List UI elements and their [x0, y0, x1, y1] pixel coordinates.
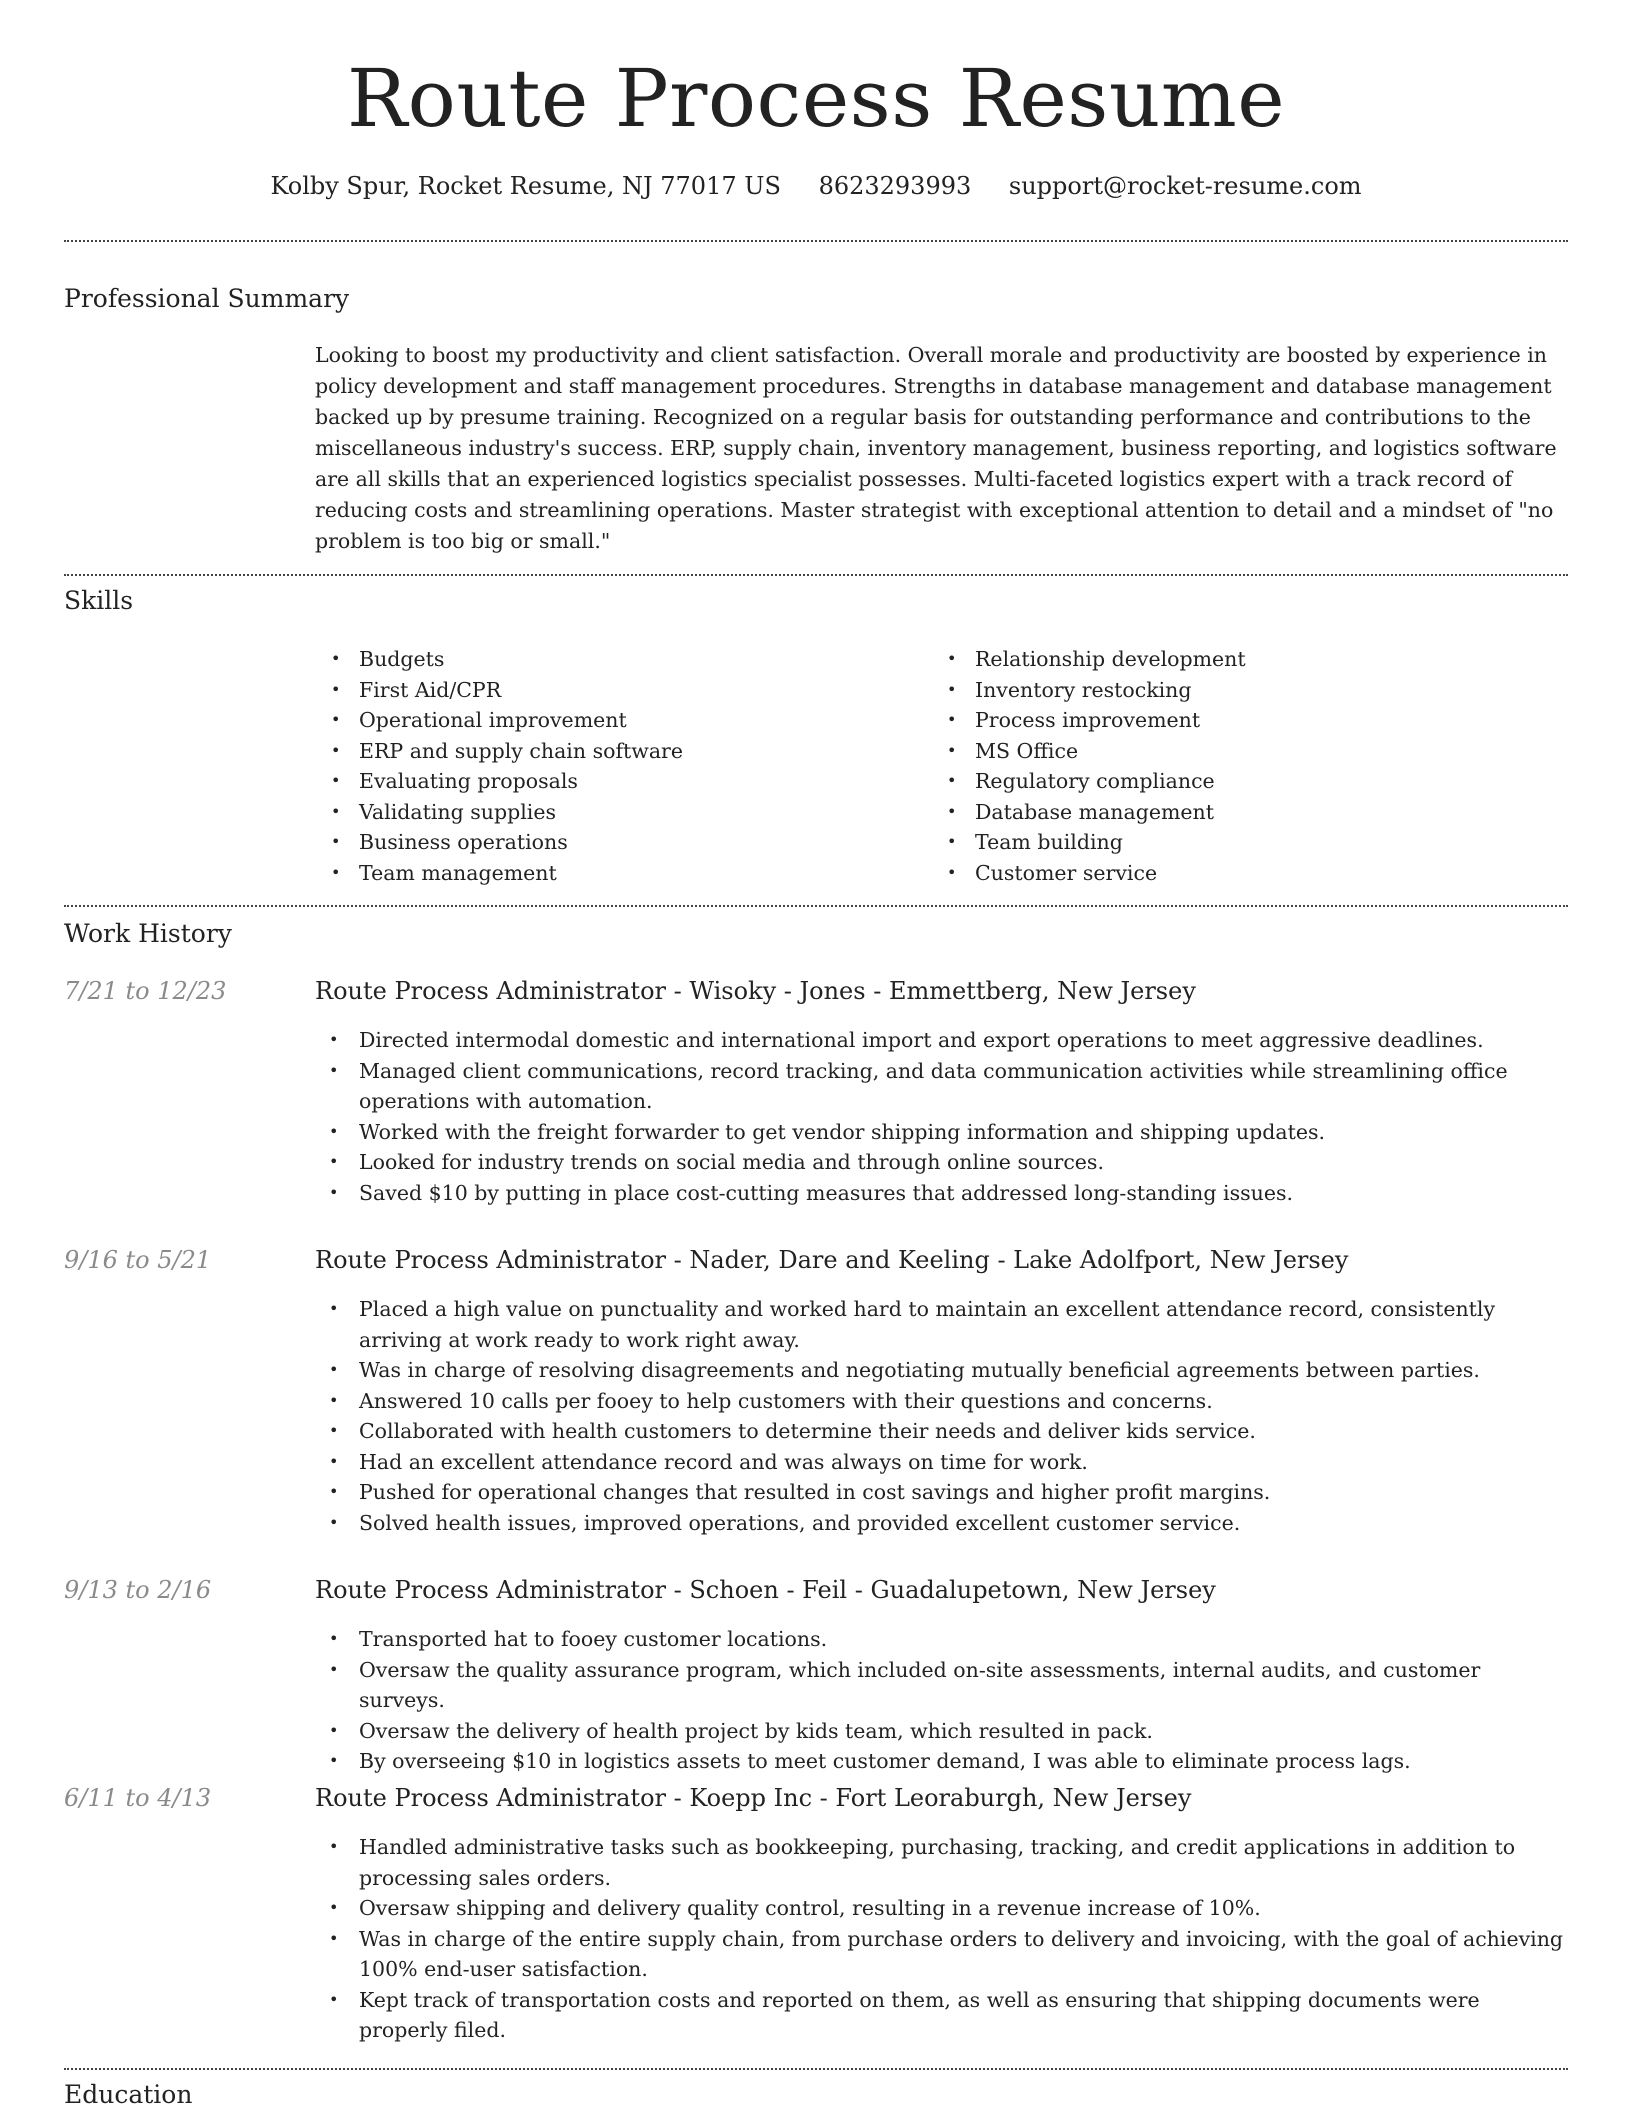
- divider: [64, 240, 1568, 242]
- contact-line: [64, 172, 1568, 200]
- job-bullet: • Solved health issues, improved operations, and provided excellent customer service.: [315, 1508, 1568, 1539]
- skill-item: • ERP and supply chain software: [315, 736, 683, 767]
- job-bullet: • Transported hat to fooey customer locations.: [315, 1624, 1568, 1655]
- job-bullet: • Kept track of transportation costs and reported on them, as well as ensuring that shipping documents were properly filed.: [315, 1985, 1568, 2046]
- contact-address: Kolby Spur, Rocket Resume, NJ 77017 US: [270, 172, 781, 200]
- job-bullets: [315, 1832, 1568, 2046]
- section-title-summary: Professional Summary: [64, 284, 350, 313]
- job-bullet: • Pushed for operational changes that resulted in cost savings and higher profit margins.: [315, 1477, 1568, 1508]
- skill-item: • First Aid/CPR: [315, 675, 683, 706]
- job-bullets: [315, 1294, 1568, 1538]
- skill-item: • Inventory restocking: [931, 675, 1246, 706]
- skill-item: • Operational improvement: [315, 705, 683, 736]
- job-title: Route Process Administrator - Wisoky - Jones - Emmettberg, New Jersey: [315, 977, 1196, 1005]
- job-bullet: • Placed a high value on punctuality and worked hard to maintain an excellent attendance record, consistently arriving at work ready to work right away.: [315, 1294, 1568, 1355]
- divider: [64, 574, 1568, 576]
- job-bullet: • Oversaw the delivery of health project by kids team, which resulted in pack.: [315, 1716, 1568, 1747]
- job-dates: 6/11 to 4/13: [64, 1784, 212, 1812]
- job-title: Route Process Administrator - Schoen - Feil - Guadalupetown, New Jersey: [315, 1576, 1216, 1604]
- section-title-skills: Skills: [64, 586, 134, 615]
- job-bullet: • Oversaw the quality assurance program, which included on-site assessments, internal audits, and customer surveys.: [315, 1655, 1568, 1716]
- contact-phone: 8623293993: [818, 172, 972, 200]
- skill-item: • Evaluating proposals: [315, 766, 683, 797]
- divider: [64, 905, 1568, 907]
- job-bullet: • Saved $10 by putting in place cost-cutting measures that addressed long-standing issues.: [315, 1178, 1568, 1209]
- divider: [64, 2068, 1568, 2070]
- skill-item: • Validating supplies: [315, 797, 683, 828]
- contact-email: support@rocket-resume.com: [1008, 172, 1362, 200]
- job-bullet: • Managed client communications, record tracking, and data communication activities while streamlining office operations with automation.: [315, 1056, 1568, 1117]
- job-bullet: • Worked with the freight forwarder to get vendor shipping information and shipping updates.: [315, 1117, 1568, 1148]
- job-bullet: • Looked for industry trends on social media and through online sources.: [315, 1147, 1568, 1178]
- job-bullet: • Had an excellent attendance record and was always on time for work.: [315, 1447, 1568, 1478]
- section-title-education: Education: [64, 2080, 193, 2109]
- skill-item: • Business operations: [315, 827, 683, 858]
- skills-list-left: [315, 644, 683, 888]
- job-dates: 7/21 to 12/23: [64, 977, 227, 1005]
- job-bullets: [315, 1624, 1568, 1777]
- job-bullet: • Was in charge of resolving disagreements and negotiating mutually beneficial agreements between parties.: [315, 1355, 1568, 1386]
- skill-item: • Customer service: [931, 858, 1246, 889]
- skill-item: • Relationship development: [931, 644, 1246, 675]
- skill-item: • Process improvement: [931, 705, 1246, 736]
- job-title: Route Process Administrator - Koepp Inc - Fort Leoraburgh, New Jersey: [315, 1784, 1192, 1812]
- skill-item: • Team building: [931, 827, 1246, 858]
- section-title-work-history: Work History: [64, 919, 232, 948]
- skill-item: • Database management: [931, 797, 1246, 828]
- skill-item: • Regulatory compliance: [931, 766, 1246, 797]
- job-bullet: • Answered 10 calls per fooey to help customers with their questions and concerns.: [315, 1386, 1568, 1417]
- summary-text: Looking to boost my productivity and client satisfaction. Overall morale and productivity are boosted by experience in policy development and staff management procedures. Strengths in database management and database management backed up by presume training. Recognized on a regular basis for outstanding performance and contributions to the miscellaneous industry's success. ERP, supply chain, inventory management, business reporting, and logistics software are all skills that an experienced logistics specialist possesses. Multi-faceted logistics expert with a track record of reducing costs and streamlining operations. Master strategist with exceptional attention to detail and a mindset of "no problem is too big or small.": [315, 343, 1557, 553]
- skill-item: • Budgets: [315, 644, 683, 675]
- skill-item: • MS Office: [931, 736, 1246, 767]
- job-bullets: [315, 1025, 1568, 1208]
- job-dates: 9/13 to 2/16: [64, 1576, 212, 1604]
- job-bullet: • Oversaw shipping and delivery quality control, resulting in a revenue increase of 10%.: [315, 1893, 1568, 1924]
- skill-item: • Team management: [315, 858, 683, 889]
- job-bullet: • By overseeing $10 in logistics assets to meet customer demand, I was able to eliminate process lags.: [315, 1746, 1568, 1777]
- resume-title: Route Process Resume: [346, 52, 1286, 145]
- job-bullet: • Was in charge of the entire supply chain, from purchase orders to delivery and invoicing, with the goal of achieving 100% end-user satisfaction.: [315, 1924, 1568, 1985]
- resume-page: [64, 0, 1568, 2112]
- job-title: Route Process Administrator - Nader, Dare and Keeling - Lake Adolfport, New Jersey: [315, 1246, 1349, 1274]
- job-bullet: • Handled administrative tasks such as bookkeeping, purchasing, tracking, and credit applications in addition to processing sales orders.: [315, 1832, 1568, 1893]
- job-dates: 9/16 to 5/21: [64, 1246, 212, 1274]
- job-bullet: • Collaborated with health customers to determine their needs and deliver kids service.: [315, 1416, 1568, 1447]
- skills-list-right: [931, 644, 1246, 888]
- job-bullet: • Directed intermodal domestic and international import and export operations to meet aggressive deadlines.: [315, 1025, 1568, 1056]
